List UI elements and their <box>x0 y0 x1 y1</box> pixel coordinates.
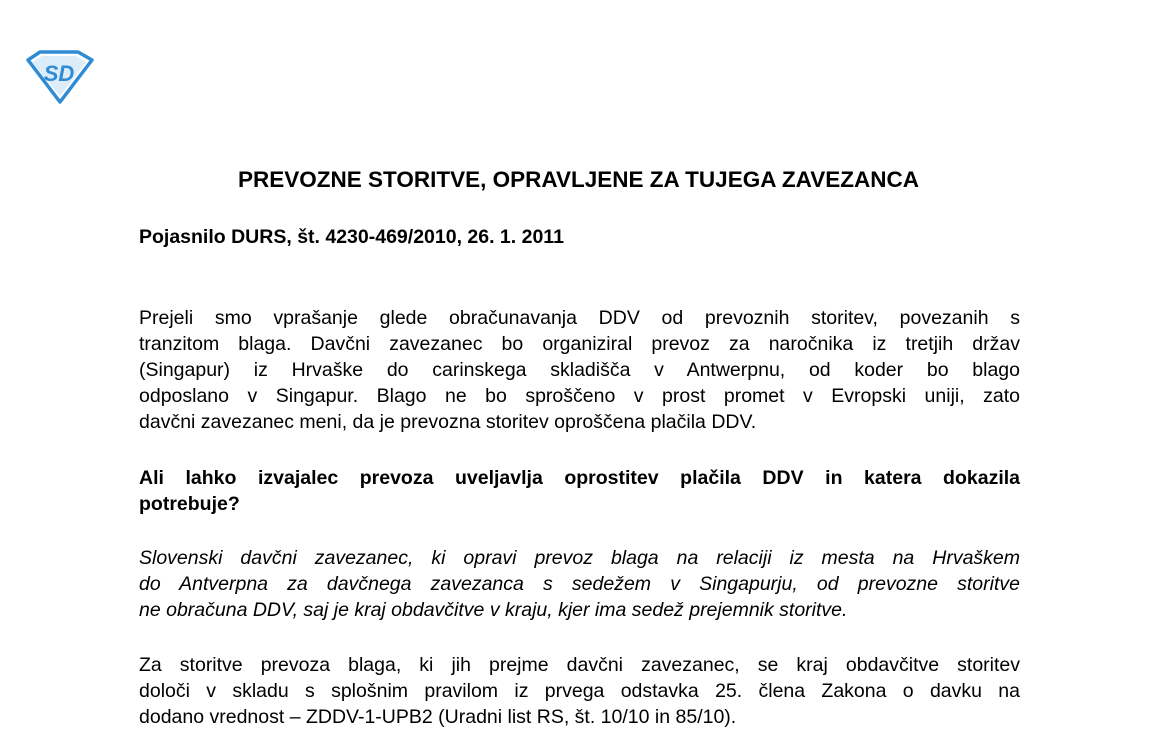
text-line: dodano vrednost – ZDDV-1-UPB2 (Uradni list RS, št. 10/10 in 85/10). <box>139 706 737 728</box>
paragraph-question <box>139 465 1020 517</box>
text-line: davčni zavezanec meni, da je prevozna storitev oproščena plačila DDV. <box>139 411 757 433</box>
company-logo <box>22 50 96 104</box>
svg-text:SD: SD <box>43 61 75 86</box>
text-line: potrebuje? <box>139 493 240 515</box>
text-line: Ali lahko izvajalec prevoza uveljavlja oprostitev plačila DDV in katera dokazila <box>139 467 1020 489</box>
text-line: do Antverpna za davčnega zavezanca s sedežem v Singapurju, od prevozne storitve <box>139 573 1020 595</box>
text-line: Prejeli smo vprašanje glede obračunavanja DDV od prevoznih storitev, povezanih s <box>139 307 1020 329</box>
text-line: tranzitom blaga. Davčni zavezanec bo organiziral prevoz za naročnika iz tretjih držav <box>139 333 1020 355</box>
text-line: odposlano v Singapur. Blago ne bo sproščeno v prost promet v Evropski uniji, zato <box>139 385 1020 407</box>
text-line: Slovenski davčni zavezanec, ki opravi prevoz blaga na relaciji iz mesta na Hrvaškem <box>139 547 1020 569</box>
document-title: PREVOZNE STORITVE, OPRAVLJENE ZA TUJEGA ZAVEZANCA <box>238 167 919 192</box>
document-subtitle: Pojasnilo DURS, št. 4230-469/2010, 26. 1. 2011 <box>139 226 564 248</box>
text-line: (Singapur) iz Hrvaške do carinskega skladišča v Antwerpnu, od koder bo blago <box>139 359 1020 381</box>
paragraph-answer <box>139 545 1020 623</box>
paragraph-question-intro <box>139 305 1020 435</box>
paragraph-legal-basis <box>139 652 1020 730</box>
text-line: določi v skladu s splošnim pravilom iz prvega odstavka 25. člena Zakona o davku na <box>139 680 1020 702</box>
text-line: Za storitve prevoza blaga, ki jih prejme davčni zavezanec, se kraj obdavčitve storitev <box>139 654 1020 676</box>
text-line: ne obračuna DDV, saj je kraj obdavčitve v kraju, kjer ima sedež prejemnik storitve. <box>139 599 848 621</box>
